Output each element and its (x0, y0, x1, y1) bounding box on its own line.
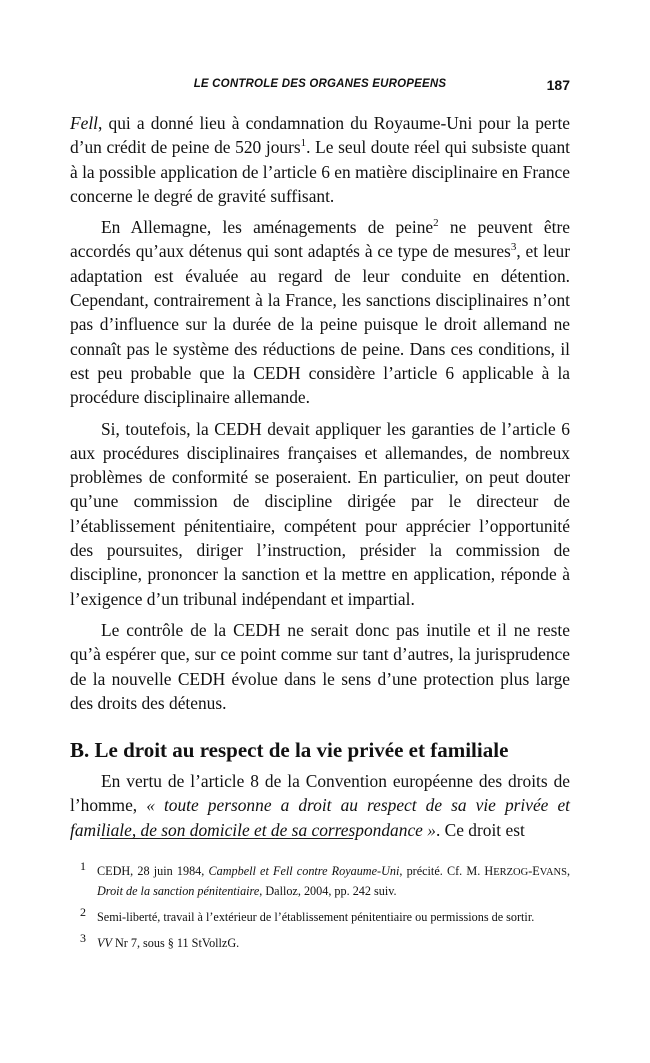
footnote-text: Nr 7, sous § 11 StVollzG. (111, 936, 240, 950)
footnote-text: -E (528, 864, 540, 878)
paragraph-4: Le contrôle de la CEDH ne serait donc pas inutile et il ne reste qu’à espérer que, sur ce point comme sur tant d’autres, la jurisprudence de la nouvelle CEDH évolue dans le sens d’une protection plus large des droits des détenus. (70, 619, 570, 713)
paragraph-text: . Le seul doute réel qui subsiste quant à la possible application de l’article 6 en matière disciplinaire en France concerne le degré de gravité suffisant. (70, 137, 570, 206)
footnote-number: 2 (80, 905, 86, 919)
running-header (70, 78, 570, 100)
running-title: LE CONTROLE DES ORGANES EUROPEENS (193, 78, 447, 90)
footnote-text: CEDH, 28 juin 1984, (97, 864, 209, 878)
section-heading: B. Le droit au respect de la vie privée et familiale (70, 738, 509, 763)
paragraph-5 (70, 769, 570, 842)
paragraph-3: Si, toutefois, la CEDH devait appliquer les garanties de l’article 6 aux procédures disciplinaires françaises et allemandes, de nombreux problèmes de conformité se poseraient. En particulier, on peut douter qu’une commission de discipline dirigée par le directeur de l’établissement pénitentiaire, compétent pour apprécier l’opportunité des poursuites, diriger l’instruction, présider la commission de discipline, prononcer la sanction et la mettre en application, réponde à l’exigence d’un tribunal indépendant et impartial. (70, 418, 570, 609)
footnote-ref-3[interactable]: 3 (510, 241, 517, 254)
paragraph-text: , qui a donné lieu à condamnation du Royaume-Uni pour la perte d’un crédit de peine de 520 jours (70, 113, 570, 158)
paragraph-text: . Ce droit est (435, 819, 525, 840)
footnotes (80, 859, 571, 960)
footnote-1 (80, 859, 571, 901)
paragraph-2 (70, 215, 570, 409)
footnote-3 (80, 931, 570, 953)
footnote-smallcaps: VANS (539, 867, 567, 878)
footnote-ref-1[interactable]: 1 (300, 137, 307, 150)
page-number: 187 (546, 77, 570, 93)
footnote-separator (100, 838, 353, 839)
footnote-text: Semi-liberté, travail à l’extérieur de l’établissement pénitentiaire ou permissions de sortir. (97, 910, 535, 924)
case-name-italic: Fell (70, 113, 99, 133)
body-text (70, 111, 570, 842)
paragraph-1 (70, 111, 570, 208)
footnote-smallcaps: ERZOG (493, 867, 529, 878)
footnote-ref-2[interactable]: 2 (433, 217, 439, 230)
footnote-italic: VV (97, 936, 112, 950)
footnote-text: , (566, 864, 571, 878)
footnote-text: , précité. Cf. M. H (399, 864, 494, 878)
footnote-italic: Droit de la sanction pénitentiaire (97, 884, 260, 898)
quotation-italic: « toute personne a droit au respect de sa vie privée et familiale, de son domicile et de sa correspondance » (70, 795, 571, 840)
paragraph-text: En Allemagne, les aménagements de peine (101, 217, 434, 238)
footnote-2 (80, 905, 570, 927)
paragraph-text: ne peuvent être accordés qu’aux détenus qui sont adaptés à ce type de mesures (70, 217, 570, 262)
footnote-number: 3 (80, 931, 86, 945)
footnote-italic: Campbell et Fell contre Royaume-Uni (208, 864, 400, 878)
paragraph-text: En vertu de l’article 8 de la Convention européenne des droits de l’homme, (70, 771, 570, 816)
paragraph-text: , et leur adaptation est évaluée au regard de leur conduite en détention. Cependant, contrairement à la France, les sanctions disciplinaires n’ont pas d’influence sur la durée de la peine puisque le droit allemand ne connaît pas le système des réductions de peine. Dans ces conditions, il est peu probable que la CEDH considère l’article 6 applicable à la procédure disciplinaire allemande. (70, 241, 570, 408)
footnote-text: , Dalloz, 2004, pp. 242 suiv. (259, 884, 397, 898)
footnote-number: 1 (80, 859, 86, 873)
